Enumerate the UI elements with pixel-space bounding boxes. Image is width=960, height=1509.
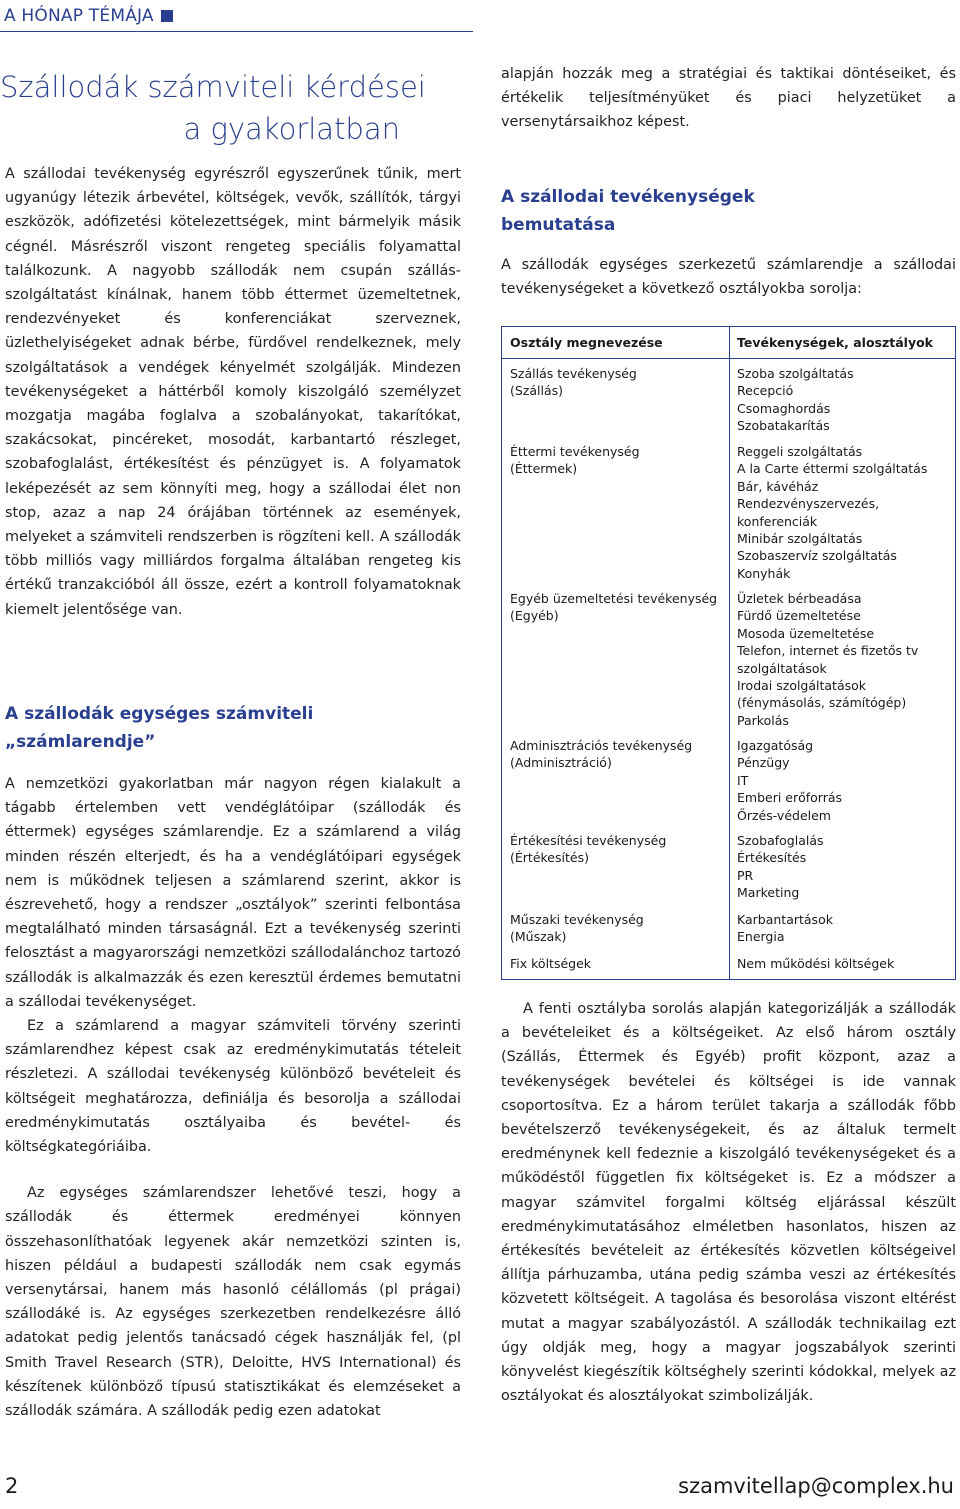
- table-activity-item: Pénzügy: [737, 755, 790, 771]
- section-tag: [4, 2, 173, 30]
- table-activity-item: Energia: [737, 929, 785, 945]
- page-number: 2: [5, 1474, 19, 1498]
- table-activity-item: Igazgatóság: [737, 738, 814, 753]
- table-department-cell: [510, 832, 666, 867]
- heading-tevekenysegek-line1: A szállodai tevékenységek: [501, 186, 755, 207]
- table-activity-item: Nem működési költségek: [737, 956, 895, 971]
- table-activity-item: Szoba szolgáltatás: [737, 366, 854, 381]
- table-activity-item: Szobaszervíz szolgáltatás: [737, 548, 897, 564]
- article-title-line1: Szállodák számviteli kérdései: [0, 70, 426, 104]
- left-paragraph-3: Ez a számlarend a magyar számviteli törvény szerinti számlarendhez képest csak az eredménykimutatás tételeit részletezi. A szállodai tevékenység különböző bevételeit és költségeit meghatározza, definiálja és besorolja a szállodai eredménykimutatás osztályaiba és bevétel- és költségkategóriáiba.: [5, 1018, 461, 1156]
- heading-tevekenysegek: [501, 183, 956, 239]
- right-paragraph-after: A fenti osztályba sorolás alapján kategorizálják a szállodák a bevételeiket és a költségeiket. Az első három osztály (Szállás, Éttermek és Egyéb) profit központ, azaz a tevékenységek bevételei és költségei is ide vannak csoportosítva. Ez a három terület takarja a szállodák főbb bevételszerző tevékenységekeit, és az általuk termelt eredménynek kell fedeznie a kiszolgáló tevékenységeket és a működéstől független fix költségeket is. Ez a módszer a magyar számvitel forgalmi költség eljárással készült eredménykimutatásához elméletben hasonlatos, hiszen az értékesítés bevételeit az értékesítés közvetlen költségeivel állítja párhuzamba, utána pedig számba veszi az értékesítés közvetett költségeit. A tagolása és besorolása viszont eltérést mutat a magyar szabályozástól. A szállodák technikailag ezt úgy oldják meg, hogy a magyar jogszabályok szerinti könyvelést kiegészítik költséghely szerinti kódokkal, melyek az osztályokat és alosztályokat szimbolizálják.: [501, 1001, 956, 1405]
- right-column-lower: [501, 997, 956, 1408]
- table-department-cell: [510, 365, 637, 400]
- table-department-line: (Adminisztráció): [510, 755, 612, 771]
- table-activity-item: (fénymásolás, számítógép): [737, 695, 907, 711]
- table-activity-item: Parkolás: [737, 712, 789, 728]
- table-department-line: Fix költségek: [510, 956, 592, 971]
- heading-szamlarend-line1: A szállodák egységes számviteli: [5, 704, 314, 724]
- table-activity-item: IT: [737, 772, 749, 788]
- right-column: [501, 62, 956, 301]
- table-department-line: (Műszak): [510, 929, 567, 945]
- heading-szamlarend: [5, 700, 461, 756]
- table-activity-item: Mosoda üzemeltetése: [737, 625, 875, 641]
- table-activities-cell: [737, 443, 927, 582]
- table-activity-item: Szobafoglalás: [737, 833, 824, 848]
- table-activity-item: Szobatakarítás: [737, 418, 830, 434]
- table-activity-item: Recepció: [737, 383, 794, 399]
- table-department-line: Szállás tevékenység: [510, 366, 637, 381]
- table-activity-item: Rendezvényszervezés,: [737, 496, 880, 512]
- table-header-department: Osztály megnevezése: [510, 335, 663, 350]
- table-activity-item: Minibár szolgáltatás: [737, 531, 863, 547]
- table-header-row: [502, 327, 955, 359]
- table-activity-item: Konyhák: [737, 565, 791, 581]
- departments-table: [501, 326, 956, 980]
- table-department-line: (Szállás): [510, 383, 564, 399]
- heading-szamlarend-line2: „számlarendje”: [5, 732, 156, 752]
- table-activity-item: Karbantartások: [737, 912, 833, 927]
- table-department-cell: [510, 443, 640, 478]
- table-activity-item: szolgáltatások: [737, 660, 827, 676]
- article-title: [0, 66, 426, 150]
- table-activity-item: Marketing: [737, 885, 800, 901]
- table-activity-item: A la Carte éttermi szolgáltatás: [737, 461, 928, 477]
- table-department-cell: [510, 955, 591, 972]
- table-department-cell: [510, 590, 717, 625]
- table-department-line: (Éttermek): [510, 461, 578, 477]
- table-activity-item: Irodai szolgáltatások: [737, 678, 867, 694]
- left-paragraph-2: A nemzetközi gyakorlatban már nagyon régen kialakult a tágabb értelemben vett vendéglátóipar (szállodák és éttermek) egységes számlarendje. Ez a számlarend a világ minden részén elterjedt, és ha a vendéglátóipari egységek nem is működnek teljesen a számlarend szerint, akkor is észrevehető, hogy a rendszer „osztályok” szerinti felbontása megtalálható minden társaságnál. Ezt a tevékenység szerinti felosztást a magyarországi nemzetközi szállodaláncho﻿z tartozó szállodák is alkalmazzák és ezen keresztül érdemes bemutatni a szállodai tevékenységet.: [5, 776, 461, 1010]
- table-activity-item: konferenciák: [737, 513, 818, 529]
- table-activity-item: Csomaghordás: [737, 400, 831, 416]
- table-department-line: Egyéb üzemeltetési tevékenység: [510, 591, 718, 606]
- table-activities-cell: [737, 911, 833, 946]
- table-activities-cell: [737, 955, 894, 972]
- heading-tevekenysegek-line2: bemutatása: [501, 214, 616, 235]
- table-activities-cell: [737, 590, 918, 729]
- table-department-line: Adminisztrációs tevékenység: [510, 738, 693, 753]
- right-paragraph-intro: A szállodák egységes szerkezetű számlarendje a szállodai tevékenységeket a következő osztályokba sorolja:: [501, 256, 956, 297]
- table-department-line: Éttermi tevékenység: [510, 444, 640, 459]
- table-activity-item: Emberi erőforrás: [737, 790, 843, 806]
- article-title-line2: a gyakorlatban: [183, 112, 400, 146]
- table-department-line: Műszaki tevékenység: [510, 912, 644, 927]
- table-activity-item: Őrzés-védelem: [737, 807, 831, 823]
- table-activity-item: Értékesítés: [737, 850, 807, 866]
- table-activity-item: PR: [737, 867, 754, 883]
- left-paragraph-1: A szállodai tevékenység egyrészről egyszerűnek tűnik, mert ugyanúgy létezik árbevétel, költségek, vevők, szállítók, tárgyi eszközök, adófizetési kötelezettségek, mint bármelyik másik cégnél. Másrészről viszont rengeteg speciális folyamattal találkozunk. A nagyobb szállodák nem csupán szállás-szolgáltatást kínálnak, hanem több éttermet üzemeltetnek, rendezvényeket és konferenciákat szerveznek, üzlethelyiségeket adnak bérbe, fürdővel rendelkeznek, mely szolgáltatások a vendégek kényelmét szolgálják. Mindezen tevékenységeket a háttérből komoly kiszolgáló személyzet mozgatja magába foglalva a szobalányokat, takarítókat, szakácsokat, pincéreket, mosodát, karbantartó részleget, szobafoglalást, értékesítést és pénzügyet is. A folyamatok leképezését az sem könnyíti meg, hogy a szállodai élet non stop, azaz a nap 24 órájában történnek az események, melyeket a számviteli rendszerben is rögzíteni kell. A szállodák több milliós vagy milliárdos forgalma általában rengeteg kis értékű tranzakcióból áll össze, ezért a kontroll folyamatoknak kiemelt jelentősége van.: [5, 166, 461, 618]
- right-paragraph-top: alapján hozzák meg a stratégiai és taktikai döntéseiket, és értékelik teljesítményüket és piaci helyzetüket a versenytársaikhoz képest.: [501, 66, 956, 131]
- table-department-cell: [510, 737, 692, 772]
- table-activity-item: Fürdő üzemeltetése: [737, 608, 861, 624]
- table-department-cell: [510, 911, 644, 946]
- left-paragraph-4: Az egységes számlarendszer lehetővé teszi, hogy a szállodák és éttermek eredményei könnyen összehasonlíthatóak legyenek akár nemzetközi szinten is, hiszen például a budapesti szállodák nem csak egymás versenytársai, hanem más hasonló célállomás (pl prágai) szállodáké is. Az egységes szerkezetben rendelkezésre álló adatokat pedig jelentős tanácsadó cégek használják fel, (pl Smith Travel Research (STR), Deloitte, HVS International) és készítenek különböző típusú statisztikákat és elemzéseket a szállodák számára. A szállodák pedig ezen adatokat: [5, 1185, 461, 1420]
- table-activity-item: Üzletek bérbeadása: [737, 591, 862, 606]
- table-activities-cell: [737, 365, 854, 435]
- table-activity-item: Reggeli szolgáltatás: [737, 444, 863, 459]
- footer-email[interactable]: szamvitellap@complex.hu: [678, 1474, 954, 1498]
- table-department-line: Értékesítési tevékenység: [510, 833, 667, 848]
- table-activities-cell: [737, 832, 824, 902]
- section-tag-label: A HÓNAP TÉMÁJA: [4, 6, 154, 26]
- left-column: [5, 162, 461, 1423]
- table-activity-item: Bár, kávéház: [737, 478, 819, 494]
- table-activities-cell: [737, 737, 842, 824]
- table-activity-item: Telefon, internet és fizetős tv: [737, 643, 919, 659]
- header-rule: [0, 31, 473, 32]
- table-department-line: (Egyéb): [510, 608, 559, 624]
- table-header-activities: Tevékenységek, alosztályok: [737, 335, 933, 350]
- table-column-divider: [729, 327, 730, 979]
- table-department-line: (Értékesítés): [510, 850, 589, 866]
- square-bullet-icon: [161, 10, 173, 22]
